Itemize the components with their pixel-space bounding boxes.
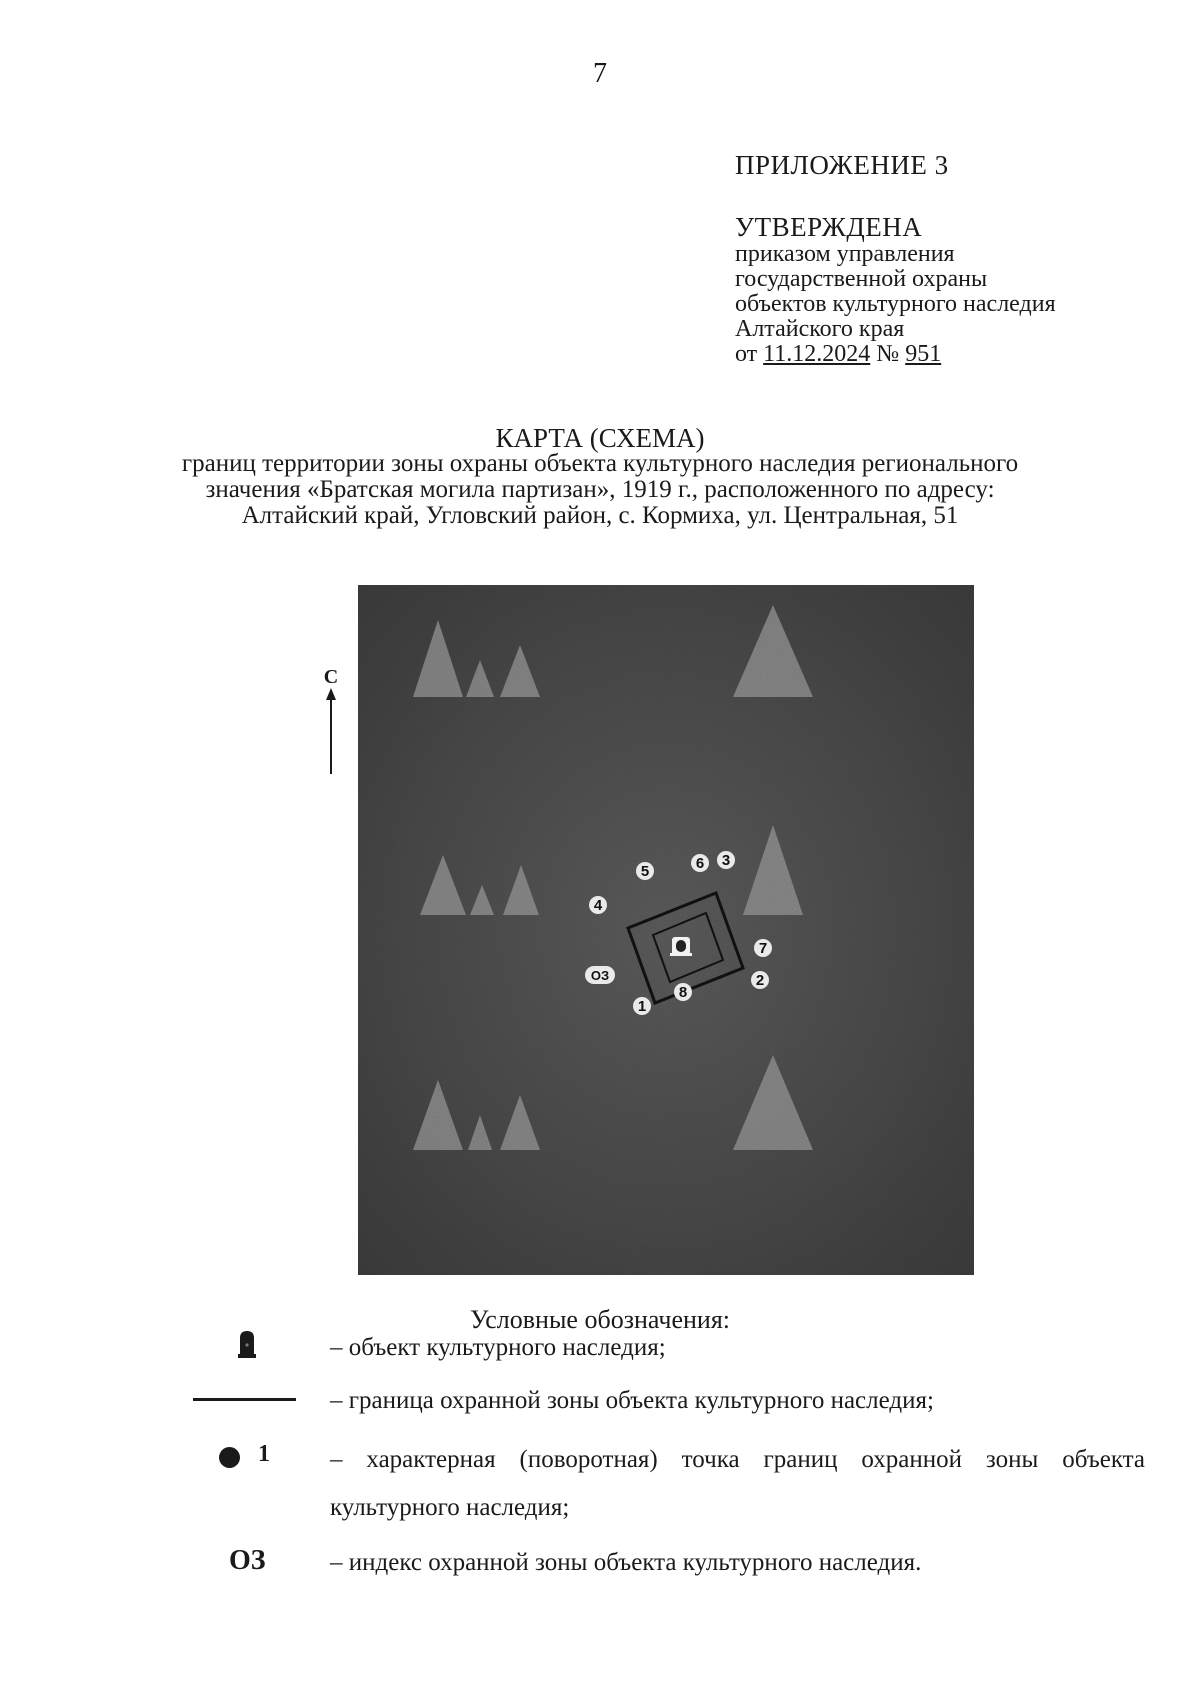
document-title-line: значения «Братская могила партизан», 1919 г., расположенного по адресу: <box>205 476 995 503</box>
legend-title: Условные обозначения: <box>469 1305 731 1334</box>
turning-point-8 <box>674 983 692 1001</box>
legend-item-monument: – объект культурного наследия; <box>330 1334 666 1361</box>
document-title-line: границ территории зоны охраны объекта культурного наследия регионального <box>181 450 1019 477</box>
number-prefix: № <box>870 341 906 367</box>
document-title-line: Алтайский край, Угловский район, с. Кормиха, ул. Центральная, 51 <box>241 502 959 529</box>
approval-title: УТВЕРЖДЕНА <box>735 212 923 242</box>
north-arrow-icon <box>318 666 344 774</box>
legend-item-boundary: – граница охранной зоны объекта культурного наследия; <box>330 1387 934 1414</box>
document-title-main: КАРТА (СХЕМА) <box>495 423 705 453</box>
map-scheme <box>358 585 974 1275</box>
order-number: 951 <box>905 341 942 367</box>
turning-point-6 <box>691 854 709 872</box>
approval-block <box>735 212 1056 367</box>
north-label: С <box>323 666 339 688</box>
approval-line: объектов культурного наследия <box>735 291 1056 317</box>
approval-line: Алтайского края <box>735 316 905 342</box>
svg-text:4: 4 <box>593 897 603 914</box>
zone-index-label <box>585 966 615 984</box>
point-symbol-label: 1 <box>258 1441 270 1467</box>
order-date: 11.12.2024 <box>763 341 871 367</box>
page-number: 7 <box>593 58 607 89</box>
turning-point-1 <box>633 997 651 1015</box>
approval-date-line <box>735 342 1056 367</box>
document-title <box>0 425 1200 529</box>
appendix-heading: ПРИЛОЖЕНИЕ 3 <box>735 150 949 180</box>
point-icon <box>219 1447 240 1468</box>
approval-line: приказом управления <box>735 241 955 267</box>
legend-item-zone-index: – индекс охранной зоны объекта культурного наследия. <box>330 1549 922 1576</box>
turning-point-3 <box>717 851 735 869</box>
svg-text:ОЗ: ОЗ <box>590 968 610 983</box>
svg-text:3: 3 <box>721 852 731 869</box>
svg-text:2: 2 <box>755 972 765 989</box>
svg-text:6: 6 <box>695 855 705 872</box>
monument-icon <box>670 937 692 956</box>
turning-point-2 <box>751 971 769 989</box>
svg-text:1: 1 <box>637 998 647 1015</box>
turning-point-7 <box>754 939 772 957</box>
turning-point-5 <box>636 862 654 880</box>
approval-line: государственной охраны <box>735 266 988 292</box>
zone-index-symbol: ОЗ <box>229 1545 266 1576</box>
boundary-line-icon <box>193 1398 296 1401</box>
svg-text:8: 8 <box>678 984 688 1001</box>
turning-point-4 <box>589 896 607 914</box>
svg-text:5: 5 <box>640 863 650 880</box>
monument-icon <box>237 1330 257 1358</box>
legend-item-point: – характерная (поворотная) точка границ охранной зоны объекта культурного наследия; <box>330 1446 1145 1521</box>
date-prefix: от <box>735 341 764 367</box>
svg-text:7: 7 <box>758 940 768 957</box>
